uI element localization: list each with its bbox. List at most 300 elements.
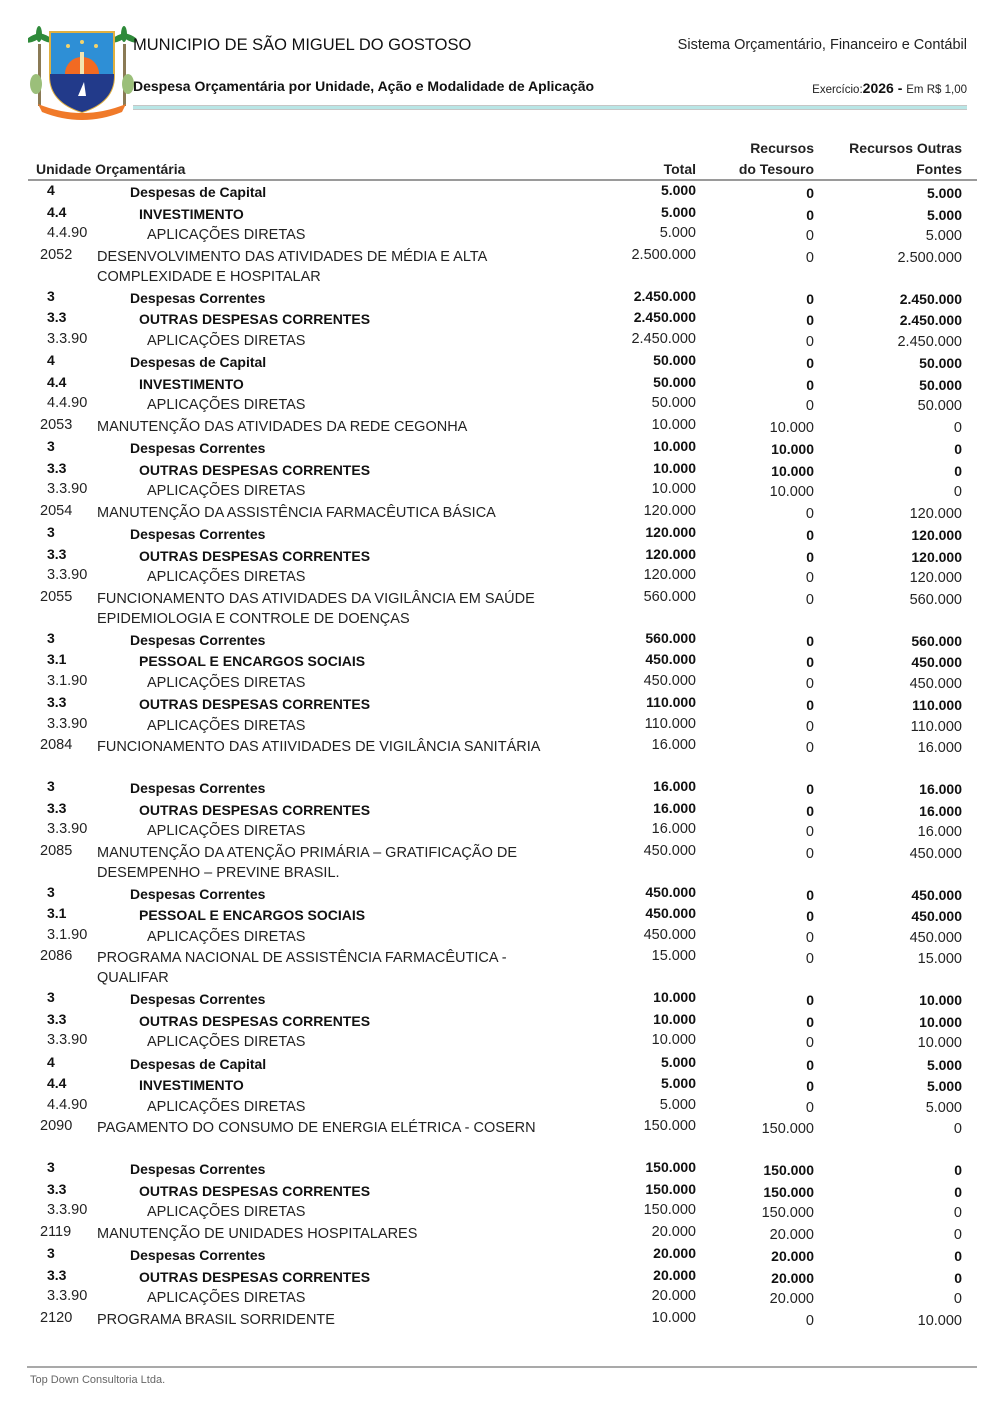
action-row — [0, 842, 1000, 883]
row-code: 3.3.90 — [47, 1202, 88, 1218]
row-total: 560.000 — [643, 588, 696, 605]
row-recursos-tesouro: 0 — [806, 548, 814, 565]
row-code: 2090 — [40, 1118, 73, 1134]
row-description: APLICAÇÕES DIRETAS — [147, 397, 306, 413]
table-row — [0, 480, 1000, 502]
row-description: FUNCIONAMENTO DAS ATIIVIDADES DE VIGILÂNCIA SANITÁRIA — [97, 739, 541, 755]
row-total: 5.000 — [660, 182, 696, 198]
row-description: DESENVOLVIMENTO DAS ATIVIDADES DE MÉDIA E ALTA COMPLEXIDADE E HOSPITALAR — [97, 248, 487, 285]
row-recursos-outras-fontes: 450.000 — [909, 845, 962, 862]
row-description: Despesas Correntes — [130, 526, 266, 542]
row-recursos-tesouro: 0 — [805, 333, 814, 350]
row-recursos-tesouro: 0 — [805, 249, 814, 266]
row-recursos-outras-fontes: 120.000 — [911, 548, 962, 565]
row-code: 4 — [47, 182, 55, 198]
row-recursos-outras-fontes: 15.000 — [917, 951, 962, 967]
row-recursos-tesouro: 0 — [806, 376, 814, 393]
row-description: Despesas Correntes — [130, 289, 266, 306]
row-code: 4.4.90 — [47, 395, 88, 411]
table-row — [0, 904, 1000, 926]
row-total: 120.000 — [643, 567, 696, 583]
row-code: 3.1 — [47, 905, 67, 921]
row-recursos-outras-fontes: 2.500.000 — [897, 249, 962, 266]
table-row — [0, 1244, 1000, 1266]
action-row — [0, 1309, 1000, 1331]
fiscal-year-info — [812, 80, 967, 96]
row-recursos-outras-fontes: 0 — [953, 419, 962, 436]
row-recursos-tesouro: 0 — [805, 1035, 814, 1051]
row-code: 4.4 — [47, 203, 67, 220]
row-code: 3.3.90 — [47, 481, 88, 497]
table-row — [0, 373, 1000, 395]
row-description: APLICAÇÕES DIRETAS — [147, 1098, 306, 1115]
row-recursos-outras-fontes: 120.000 — [911, 527, 962, 543]
row-recursos-outras-fontes: 16.000 — [919, 802, 962, 819]
row-total: 560.000 — [645, 629, 696, 646]
row-description: APLICAÇÕES DIRETAS — [147, 674, 306, 691]
table-row — [0, 988, 1000, 1010]
table-row — [0, 672, 1000, 694]
row-recursos-outras-fontes: 5.000 — [926, 185, 962, 201]
row-description: PROGRAMA NACIONAL DE ASSISTÊNCIA FARMACÊUTICA - QUALIFAR — [97, 950, 507, 986]
row-code: 2085 — [40, 842, 73, 859]
row-recursos-outras-fontes: 10.000 — [919, 1013, 962, 1030]
table-row — [0, 224, 1000, 246]
row-code: 2084 — [40, 737, 73, 753]
row-recursos-outras-fontes: 450.000 — [911, 654, 962, 670]
row-recursos-tesouro: 150.000 — [763, 1183, 814, 1200]
fiscal-year-separator: - — [893, 80, 907, 96]
row-recursos-tesouro: 10.000 — [769, 484, 814, 500]
row-code: 4.4.90 — [47, 1096, 88, 1113]
row-recursos-outras-fontes: 560.000 — [909, 591, 962, 608]
row-total: 450.000 — [643, 926, 696, 943]
row-code: 3.3.90 — [47, 1288, 88, 1304]
row-recursos-outras-fontes: 0 — [954, 1269, 962, 1286]
row-description: Despesas Correntes — [130, 1161, 266, 1177]
row-code: 4.4 — [47, 373, 67, 390]
table-row — [0, 1266, 1000, 1288]
fiscal-year: 2026 — [862, 80, 894, 96]
row-description: MANUTENÇÃO DE UNIDADES HOSPITALARES — [97, 1225, 418, 1242]
row-code: 3 — [47, 287, 55, 304]
action-row — [0, 736, 1000, 777]
row-recursos-tesouro: 0 — [806, 908, 814, 924]
row-recursos-outras-fontes: 450.000 — [911, 908, 962, 924]
row-description: APLICAÇÕES DIRETAS — [147, 483, 306, 499]
row-description: INVESTIMENTO — [139, 1077, 244, 1093]
row-description: MANUTENÇÃO DA ATENÇÃO PRIMÁRIA – GRATIFICAÇÃO DE DESEMPENHO – PREVINE BRASIL. — [97, 844, 518, 881]
row-recursos-outras-fontes: 50.000 — [919, 355, 962, 371]
row-recursos-outras-fontes: 50.000 — [917, 398, 962, 414]
row-code: 3.3.90 — [47, 1032, 88, 1048]
table-row — [0, 181, 1000, 203]
row-total: 450.000 — [643, 672, 696, 689]
row-recursos-tesouro: 0 — [806, 1078, 814, 1094]
row-code: 3.3 — [47, 309, 67, 325]
row-total: 15.000 — [651, 948, 696, 964]
row-total: 450.000 — [645, 905, 696, 921]
row-code: 3 — [47, 989, 55, 1005]
row-total: 120.000 — [643, 502, 696, 519]
row-recursos-tesouro: 0 — [806, 1013, 814, 1030]
row-total: 5.000 — [659, 1096, 696, 1113]
table-row — [0, 799, 1000, 821]
action-row — [0, 1117, 1000, 1158]
row-description: MANUTENÇÃO DA ASSISTÊNCIA FARMACÊUTICA BÁSICA — [97, 504, 496, 521]
row-recursos-outras-fontes: 110.000 — [910, 718, 962, 735]
row-recursos-tesouro: 0 — [805, 1099, 814, 1116]
row-description: OUTRAS DESPESAS CORRENTES — [139, 1182, 371, 1199]
row-code: 4.4 — [47, 1075, 67, 1091]
row-code: 3.3.90 — [47, 715, 88, 732]
row-code: 3.3 — [47, 1010, 67, 1027]
row-description: OUTRAS DESPESAS CORRENTES — [139, 547, 371, 564]
row-description: INVESTIMENTO — [139, 375, 244, 392]
row-recursos-outras-fontes: 450.000 — [911, 886, 962, 903]
row-code: 3 — [47, 883, 55, 900]
row-recursos-tesouro: 150.000 — [761, 1121, 814, 1137]
action-row — [0, 246, 1000, 287]
row-total: 50.000 — [653, 352, 696, 368]
row-code: 3 — [47, 438, 55, 454]
row-total: 110.000 — [646, 694, 696, 710]
row-total: 50.000 — [651, 395, 696, 411]
budget-table-body — [0, 181, 1000, 1330]
row-recursos-tesouro: 0 — [806, 992, 814, 1008]
row-recursos-tesouro: 0 — [805, 951, 814, 967]
row-recursos-tesouro: 0 — [805, 505, 814, 522]
row-total: 50.000 — [653, 373, 696, 390]
row-recursos-outras-fontes: 120.000 — [909, 570, 962, 586]
row-description: APLICAÇÕES DIRETAS — [147, 227, 306, 243]
table-row — [0, 629, 1000, 651]
row-total: 150.000 — [645, 1180, 696, 1197]
row-recursos-tesouro: 0 — [805, 740, 814, 756]
row-code: 2119 — [40, 1223, 72, 1240]
row-recursos-tesouro: 20.000 — [769, 1291, 814, 1307]
table-row — [0, 820, 1000, 842]
row-total: 20.000 — [651, 1288, 696, 1304]
table-row — [0, 287, 1000, 309]
row-recursos-tesouro: 0 — [805, 1312, 814, 1329]
row-recursos-tesouro: 0 — [806, 290, 814, 307]
row-code: 3.3 — [47, 459, 67, 476]
row-description: OUTRAS DESPESAS CORRENTES — [139, 461, 371, 478]
row-total: 10.000 — [651, 1309, 696, 1326]
table-row — [0, 566, 1000, 588]
row-description: APLICAÇÕES DIRETAS — [147, 569, 306, 585]
system-name: Sistema Orçamentário, Financeiro e Contábil — [677, 37, 967, 53]
row-recursos-tesouro: 10.000 — [771, 462, 814, 479]
row-recursos-tesouro: 0 — [805, 591, 814, 608]
row-total: 20.000 — [653, 1266, 696, 1283]
table-row — [0, 351, 1000, 373]
row-code: 3.1.90 — [47, 672, 88, 689]
table-row — [0, 926, 1000, 948]
row-code: 3 — [47, 778, 55, 794]
table-row — [0, 1180, 1000, 1202]
row-description: APLICAÇÕES DIRETAS — [147, 332, 306, 349]
row-total: 16.000 — [653, 778, 696, 794]
action-row — [0, 947, 1000, 988]
column-header-outras-line1: Recursos Outras — [849, 140, 962, 156]
row-recursos-outras-fontes: 5.000 — [925, 228, 962, 244]
row-recursos-outras-fontes: 0 — [954, 1248, 962, 1264]
row-total: 20.000 — [651, 1223, 696, 1240]
row-code: 4 — [47, 352, 55, 368]
row-description: OUTRAS DESPESAS CORRENTES — [139, 1012, 371, 1029]
row-total: 5.000 — [660, 1075, 696, 1091]
row-recursos-outras-fontes: 0 — [954, 1162, 962, 1178]
row-total: 450.000 — [645, 883, 696, 900]
row-total: 5.000 — [659, 225, 696, 241]
coat-of-arms-logo — [28, 24, 136, 122]
row-total: 10.000 — [653, 438, 696, 454]
row-recursos-tesouro: 20.000 — [771, 1248, 814, 1264]
row-description: Despesas de Capital — [130, 1055, 267, 1072]
row-recursos-tesouro: 0 — [805, 845, 814, 862]
row-code: 2053 — [40, 416, 73, 433]
row-recursos-tesouro: 0 — [806, 632, 814, 649]
row-total: 2.450.000 — [631, 330, 696, 347]
row-total: 110.000 — [644, 715, 696, 732]
row-recursos-tesouro: 20.000 — [771, 1269, 814, 1286]
table-row — [0, 545, 1000, 567]
action-row — [0, 502, 1000, 524]
row-recursos-tesouro: 0 — [806, 886, 814, 903]
row-code: 4.4.90 — [47, 225, 88, 241]
row-recursos-tesouro: 150.000 — [761, 1205, 814, 1221]
column-header-tesouro-line2: do Tesouro — [738, 161, 814, 177]
row-recursos-outras-fontes: 10.000 — [917, 1312, 962, 1329]
row-description: APLICAÇÕES DIRETAS — [147, 1204, 306, 1220]
row-recursos-outras-fontes: 450.000 — [909, 675, 962, 692]
column-header-outras-fontes — [849, 138, 962, 180]
row-code: 3.3.90 — [47, 821, 88, 837]
row-code: 3 — [47, 524, 55, 540]
row-description: Despesas Correntes — [130, 885, 266, 902]
row-description: OUTRAS DESPESAS CORRENTES — [139, 801, 371, 818]
row-code: 2052 — [40, 246, 73, 263]
row-total: 16.000 — [651, 821, 696, 837]
row-total: 2.450.000 — [633, 309, 696, 325]
table-row — [0, 1287, 1000, 1309]
row-recursos-outras-fontes: 0 — [953, 1226, 962, 1243]
currency-note: Em R$ 1,00 — [906, 84, 967, 96]
row-description: PESSOAL E ENCARGOS SOCIAIS — [139, 653, 366, 669]
row-description: Despesas Correntes — [130, 991, 266, 1007]
row-total: 5.000 — [660, 203, 696, 220]
row-recursos-tesouro: 150.000 — [763, 1162, 814, 1178]
row-recursos-outras-fontes: 2.450.000 — [899, 290, 962, 307]
row-description: Despesas Correntes — [130, 780, 266, 796]
row-code: 3 — [47, 629, 55, 646]
table-row — [0, 1031, 1000, 1053]
row-code: 2055 — [40, 588, 73, 605]
row-recursos-tesouro: 0 — [805, 824, 814, 840]
row-description: Despesas de Capital — [130, 354, 267, 370]
row-recursos-tesouro: 0 — [805, 228, 814, 244]
row-total: 5.000 — [660, 1053, 696, 1070]
row-recursos-outras-fontes: 5.000 — [926, 206, 962, 223]
row-description: OUTRAS DESPESAS CORRENTES — [139, 311, 371, 327]
column-header-outras-line2: Fontes — [916, 161, 962, 177]
table-row — [0, 1158, 1000, 1180]
row-total: 10.000 — [653, 989, 696, 1005]
row-recursos-outras-fontes: 0 — [954, 1183, 962, 1200]
row-code: 3.3 — [47, 1266, 67, 1283]
row-total: 150.000 — [643, 1202, 696, 1218]
row-recursos-tesouro: 0 — [806, 355, 814, 371]
row-total: 150.000 — [645, 1159, 696, 1175]
municipality-name: MUNICIPIO DE SÃO MIGUEL DO GOSTOSO — [133, 36, 472, 54]
table-row — [0, 459, 1000, 481]
row-recursos-outras-fontes: 0 — [953, 1205, 962, 1221]
action-row — [0, 416, 1000, 438]
row-total: 120.000 — [645, 545, 696, 562]
report-title: Despesa Orçamentária por Unidade, Ação e Modalidade de Aplicação — [133, 78, 595, 94]
row-total: 2.450.000 — [633, 287, 696, 304]
row-description: PROGRAMA BRASIL SORRIDENTE — [97, 1311, 335, 1328]
row-recursos-tesouro: 0 — [805, 718, 814, 735]
fiscal-year-label: Exercício: — [812, 84, 863, 96]
row-code: 2120 — [40, 1309, 73, 1326]
row-code: 2054 — [40, 502, 73, 519]
table-row — [0, 308, 1000, 330]
row-recursos-tesouro: 0 — [805, 570, 814, 586]
action-row — [0, 1223, 1000, 1245]
row-recursos-outras-fontes: 110.000 — [912, 697, 962, 713]
table-row — [0, 1010, 1000, 1032]
row-code: 3.3.90 — [47, 330, 88, 347]
column-header-total: Total — [663, 161, 696, 177]
row-recursos-tesouro: 10.000 — [771, 441, 814, 457]
row-code: 3.3 — [47, 799, 67, 816]
table-row — [0, 1096, 1000, 1118]
row-recursos-tesouro: 0 — [806, 781, 814, 797]
row-recursos-tesouro: 0 — [805, 929, 814, 946]
row-description: OUTRAS DESPESAS CORRENTES — [139, 1268, 371, 1285]
row-total: 2.500.000 — [631, 246, 696, 263]
row-recursos-outras-fontes: 16.000 — [917, 824, 962, 840]
row-recursos-tesouro: 0 — [806, 697, 814, 713]
table-row — [0, 437, 1000, 459]
row-total: 10.000 — [653, 1010, 696, 1027]
row-code: 3.1.90 — [47, 926, 88, 943]
table-row — [0, 1201, 1000, 1223]
row-total: 150.000 — [643, 1118, 696, 1134]
row-recursos-tesouro: 0 — [805, 675, 814, 692]
row-recursos-tesouro: 0 — [806, 185, 814, 201]
row-description: MANUTENÇÃO DAS ATIVIDADES DA REDE CEGONHA — [97, 418, 468, 435]
action-row — [0, 588, 1000, 629]
column-header-unidade: Unidade Orçamentária — [36, 161, 186, 177]
row-recursos-tesouro: 0 — [806, 206, 814, 223]
row-recursos-tesouro: 20.000 — [769, 1226, 814, 1243]
row-total: 10.000 — [653, 459, 696, 476]
row-recursos-outras-fontes: 10.000 — [917, 1035, 962, 1051]
row-description: APLICAÇÕES DIRETAS — [147, 717, 306, 734]
header-divider — [133, 105, 967, 110]
footer-divider — [27, 1366, 977, 1368]
row-total: 10.000 — [651, 481, 696, 497]
row-recursos-outras-fontes: 0 — [954, 462, 962, 479]
row-recursos-tesouro: 0 — [805, 398, 814, 414]
row-recursos-outras-fontes: 5.000 — [925, 1099, 962, 1116]
row-recursos-tesouro: 0 — [806, 527, 814, 543]
row-recursos-outras-fontes: 120.000 — [909, 505, 962, 522]
row-code: 3.3 — [47, 1180, 67, 1197]
row-total: 16.000 — [651, 737, 696, 753]
row-total: 450.000 — [645, 651, 696, 667]
table-row — [0, 715, 1000, 737]
row-recursos-tesouro: 0 — [806, 312, 814, 328]
row-description: PESSOAL E ENCARGOS SOCIAIS — [139, 907, 366, 923]
row-code: 3 — [47, 1245, 55, 1261]
row-recursos-outras-fontes: 0 — [953, 1121, 962, 1137]
row-recursos-outras-fontes: 0 — [953, 1291, 962, 1307]
row-recursos-outras-fontes: 50.000 — [919, 376, 962, 393]
row-recursos-tesouro: 0 — [806, 654, 814, 670]
row-code: 4 — [47, 1053, 55, 1070]
row-recursos-outras-fontes: 2.450.000 — [899, 312, 962, 328]
row-description: Despesas Correntes — [130, 440, 266, 456]
row-description: APLICAÇÕES DIRETAS — [147, 823, 306, 839]
table-row — [0, 203, 1000, 225]
row-recursos-tesouro: 10.000 — [769, 419, 814, 436]
row-description: Despesas Correntes — [130, 631, 266, 648]
table-row — [0, 523, 1000, 545]
row-total: 120.000 — [645, 524, 696, 540]
row-total: 20.000 — [653, 1245, 696, 1261]
column-header-tesouro — [739, 138, 814, 180]
column-header-tesouro-line1: Recursos — [750, 140, 814, 156]
row-description: PAGAMENTO DO CONSUMO DE ENERGIA ELÉTRICA - COSERN — [97, 1120, 536, 1136]
table-row — [0, 1053, 1000, 1075]
row-code: 3 — [47, 1159, 55, 1175]
row-total: 450.000 — [643, 842, 696, 859]
table-row — [0, 650, 1000, 672]
row-total: 10.000 — [651, 1032, 696, 1048]
row-description: OUTRAS DESPESAS CORRENTES — [139, 696, 371, 712]
row-recursos-tesouro: 0 — [806, 802, 814, 819]
row-recursos-outras-fontes: 560.000 — [911, 632, 962, 649]
row-code: 3.1 — [47, 651, 67, 667]
row-code: 3.3.90 — [47, 567, 88, 583]
table-row — [0, 394, 1000, 416]
row-recursos-outras-fontes: 2.450.000 — [897, 333, 962, 350]
row-recursos-outras-fontes: 450.000 — [909, 929, 962, 946]
row-description: APLICAÇÕES DIRETAS — [147, 928, 306, 945]
table-row — [0, 883, 1000, 905]
row-description: APLICAÇÕES DIRETAS — [147, 1034, 306, 1050]
row-code: 3.3 — [47, 545, 67, 562]
row-code: 3.3 — [47, 694, 67, 710]
row-recursos-outras-fontes: 10.000 — [919, 992, 962, 1008]
row-recursos-outras-fontes: 0 — [954, 441, 962, 457]
row-recursos-outras-fontes: 16.000 — [917, 740, 962, 756]
table-row — [0, 330, 1000, 352]
row-recursos-outras-fontes: 5.000 — [926, 1078, 962, 1094]
row-recursos-outras-fontes: 0 — [953, 484, 962, 500]
row-description: INVESTIMENTO — [139, 205, 244, 222]
row-description: Despesas Correntes — [130, 1247, 266, 1263]
row-recursos-tesouro: 0 — [806, 1056, 814, 1073]
table-row — [0, 1074, 1000, 1096]
row-code: 2086 — [40, 948, 73, 964]
row-description: Despesas de Capital — [130, 184, 267, 200]
